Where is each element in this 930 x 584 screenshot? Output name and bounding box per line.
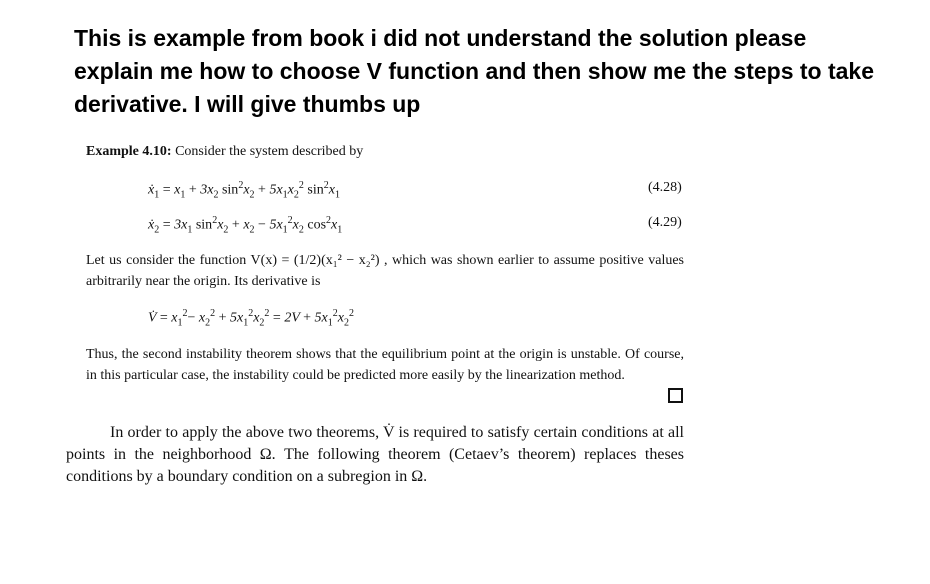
equation-number-4-28: (4.28) — [648, 180, 682, 195]
cetaev-paragraph: In order to apply the above two theorems, V̇ is required to satisfy certain conditions at all points in the neighborhood Ω. The following theorem (Cetaev’s theorem) replaces theses conditions by a boundary condition on a subregion in Ω. — [66, 424, 684, 485]
example-heading — [86, 144, 363, 160]
example-intro: Consider the system described by — [175, 144, 364, 159]
qed-box-icon — [668, 388, 683, 403]
equation-4-29: ẋ$_2$ = $3x_1$ $\sin^2x_2 + x_2 - 5x_1^2x_2$ $\cos^2x_1$ — [148, 215, 343, 236]
equation-4-28: ẋ$_1$ = $x_1 + 3x_2$ $\sin^2x_2 + 5x_1x_2^2$ $\sin^2x_1$ — [148, 180, 340, 201]
conclusion-text: Thus, the second instability theorem shows that the equilibrium point at the origin is unstable. Of course, in this particular case, the instability could be predicted more easily by the linearization method. — [86, 347, 684, 383]
equation-number-4-29: (4.29) — [648, 215, 682, 230]
lyapunov-function-text: Let us consider the function V(x) = (1/2)(x₁² − x₂²) , which was shown earlier to assume positive values arbitrarily near the origin. Its derivative is — [86, 253, 684, 289]
question-text: This is example from book i did not understand the solution please explain me how to choose V function and then show me the steps to take derivative. I will give thumbs up — [74, 25, 875, 117]
derivative-equation: V̇ = $x_1^2- x_2^2 + 5x_1^2x_2^2 = 2V + 5x_1^2x_2^2$ — [148, 308, 354, 329]
example-label: Example 4.10: — [86, 144, 172, 159]
